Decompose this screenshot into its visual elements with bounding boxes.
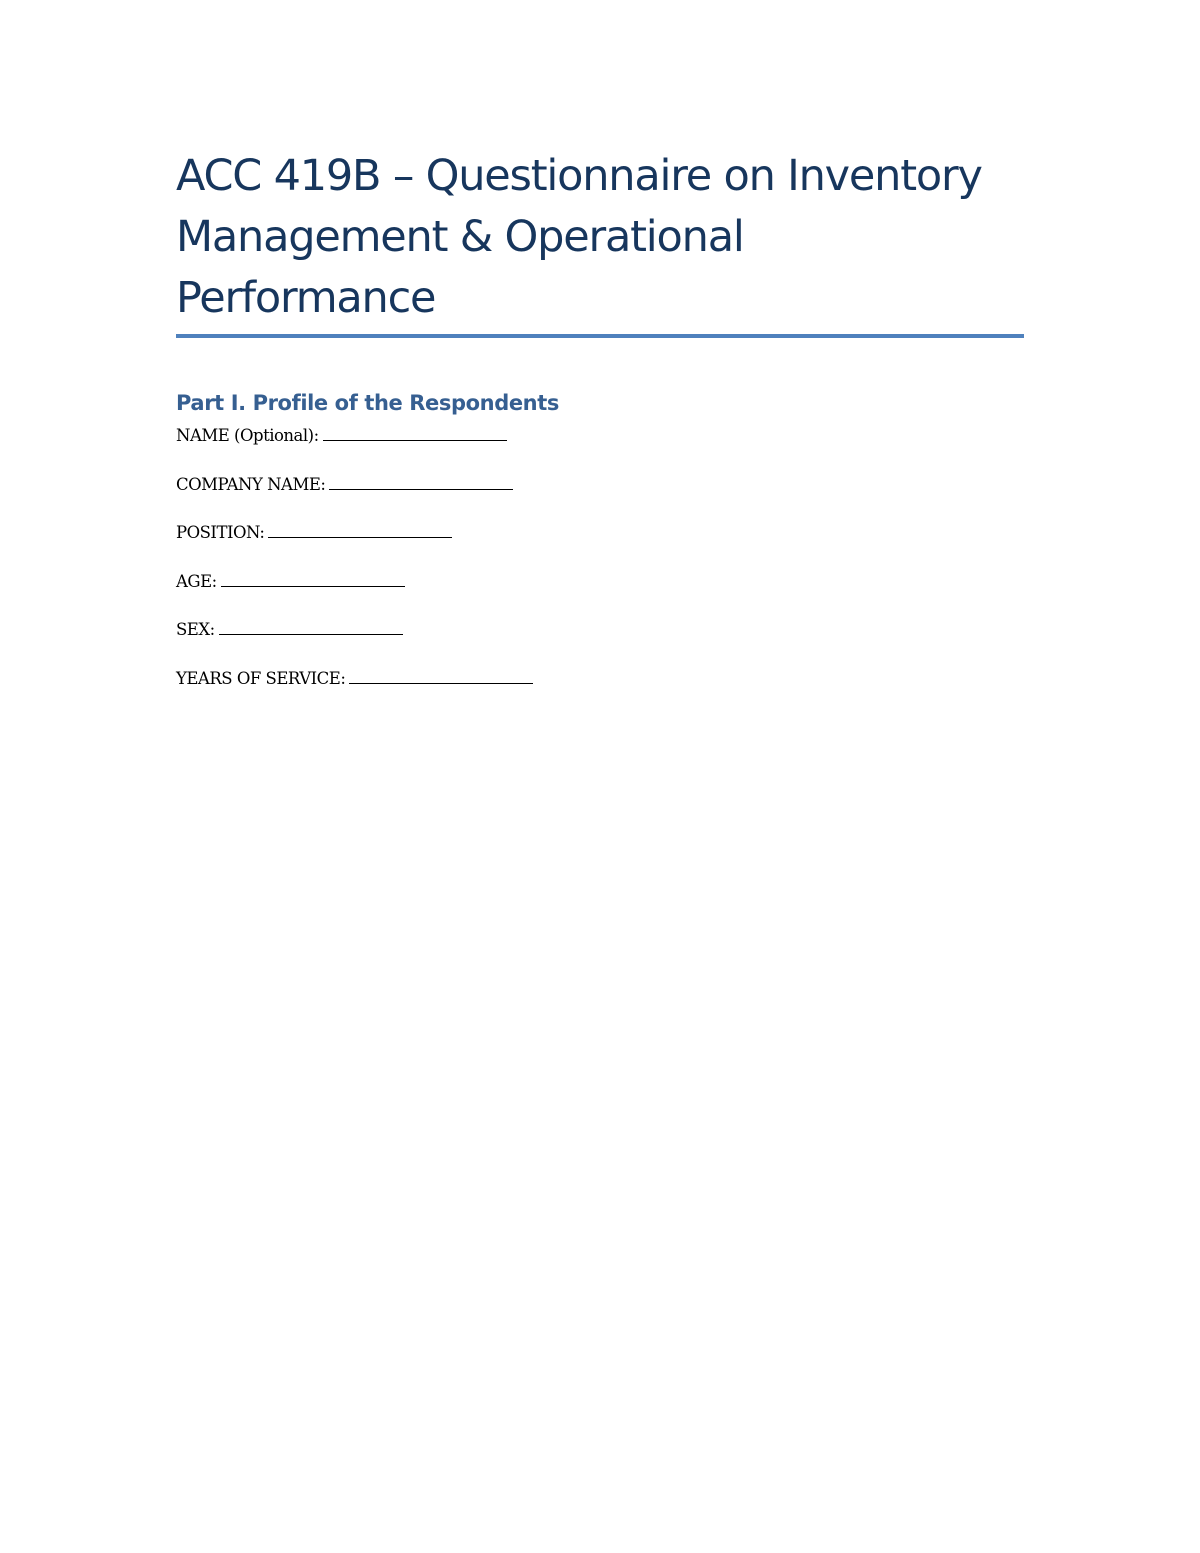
age-blank-line[interactable] [221, 572, 405, 587]
field-company-name [176, 474, 513, 496]
company-name-blank-line[interactable] [329, 475, 513, 490]
document-title [176, 146, 1026, 329]
years-of-service-blank-line[interactable] [349, 669, 533, 684]
sex-blank-line[interactable] [219, 620, 403, 635]
name-blank-line[interactable] [323, 426, 507, 441]
title-line: Performance [176, 273, 436, 323]
position-blank-line[interactable] [268, 523, 452, 538]
field-label: YEARS OF SERVICE: [176, 669, 346, 688]
field-sex [176, 619, 403, 641]
title-line: ACC 419B – Questionnaire on Inventory [176, 151, 982, 201]
field-name [176, 425, 507, 447]
field-age [176, 571, 405, 593]
title-line: Management & Operational [176, 212, 744, 262]
field-label: SEX: [176, 620, 215, 639]
field-label: NAME (Optional): [176, 426, 319, 445]
title-underline-rule [176, 334, 1024, 338]
field-label: COMPANY NAME: [176, 475, 326, 494]
field-label: POSITION: [176, 523, 265, 542]
section-heading-profile: Part I. Profile of the Respondents [176, 391, 559, 415]
field-label: AGE: [176, 572, 217, 591]
field-years-of-service [176, 668, 533, 690]
field-position [176, 522, 452, 544]
